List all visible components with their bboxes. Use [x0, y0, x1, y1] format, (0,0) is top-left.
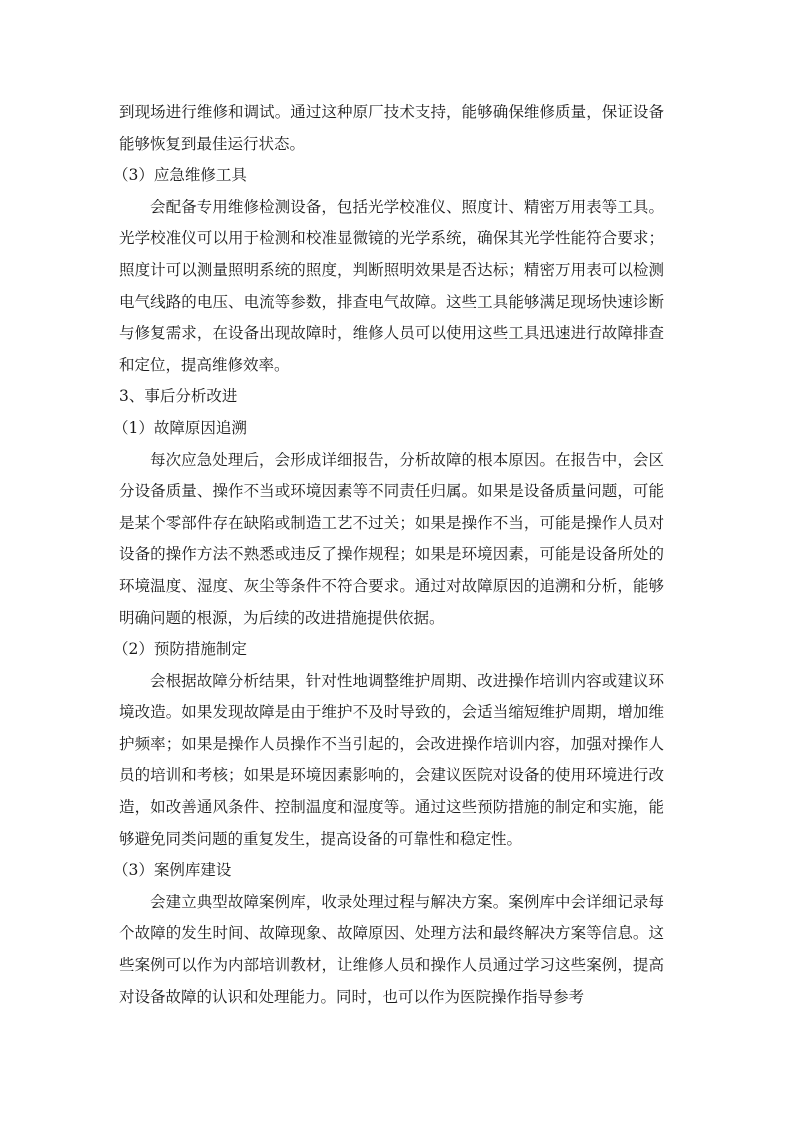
- paragraph-preventive-measures: 会根据故障分析结果，针对性地调整维护周期、改进操作培训内容或建议环境改造。如果发现故障是由于维护不及时导致的，会适当缩短维护周期，增加维护频率；如果是操作人员操作不当引起的，会改进操作培训内容，加强对操作人员的培训和考核；如果是环境因素影响的，会建议医院对设备的使用环境进行改造，如改善通风条件、控制温度和湿度等。通过这些预防措施的制定和实施，能够避免同类问题的重复发生，提高设备的可靠性和稳定性。: [119, 671, 664, 848]
- document-body: [113, 97, 664, 1013]
- paragraph-continued: 到现场进行维修和调试。通过这种原厂技术支持，能够确保维修质量，保证设备能够恢复到最佳运行状态。: [119, 103, 664, 153]
- subheading-preventive-measures: （2）预防措施制定: [113, 640, 247, 659]
- subheading-emergency-repair-tools: （3）应急维修工具: [113, 166, 247, 185]
- paragraph-case-library: 会建立典型故障案例库，收录处理过程与解决方案。案例库中会详细记录每个故障的发生时间、故障现象、故障原因、处理方法和最终解决方案等信息。这些案例可以作为内部培训教材，让维修人员和操作人员通过学习这些案例，提高对设备故障的认识和处理能力。同时，也可以作为医院操作指导参考: [119, 892, 664, 1006]
- subheading-root-cause-tracing: （1）故障原因追溯: [113, 418, 247, 437]
- paragraph-root-cause: 每次应急处理后，会形成详细报告，分析故障的根本原因。在报告中，会区分设备质量、操作不当或环境因素等不同责任归属。如果是设备质量问题，可能是某个零部件存在缺陷或制造工艺不过关；如果是操作不当，可能是操作人员对设备的操作方法不熟悉或违反了操作规程；如果是环境因素，可能是设备所处的环境温度、湿度、灰尘等条件不符合要求。通过对故障原因的追溯和分析，能够明确问题的根源，为后续的改进措施提供依据。: [119, 450, 664, 627]
- subheading-case-library: （3）案例库建设: [113, 861, 232, 880]
- paragraph-repair-tools: 会配备专用维修检测设备，包括光学校准仪、照度计、精密万用表等工具。光学校准仪可以用于检测和校准显微镜的光学系统，确保其光学性能符合要求；照度计可以测量照明系统的照度，判断照明效果是否达标；精密万用表可以检测电气线路的电压、电流等参数，排查电气故障。这些工具能够满足现场快速诊断与修复需求，在设备出现故障时，维修人员可以使用这些工具迅速进行故障排查和定位，提高维修效率。: [119, 197, 664, 374]
- section-heading-post-analysis: 3、事后分析改进: [119, 387, 238, 406]
